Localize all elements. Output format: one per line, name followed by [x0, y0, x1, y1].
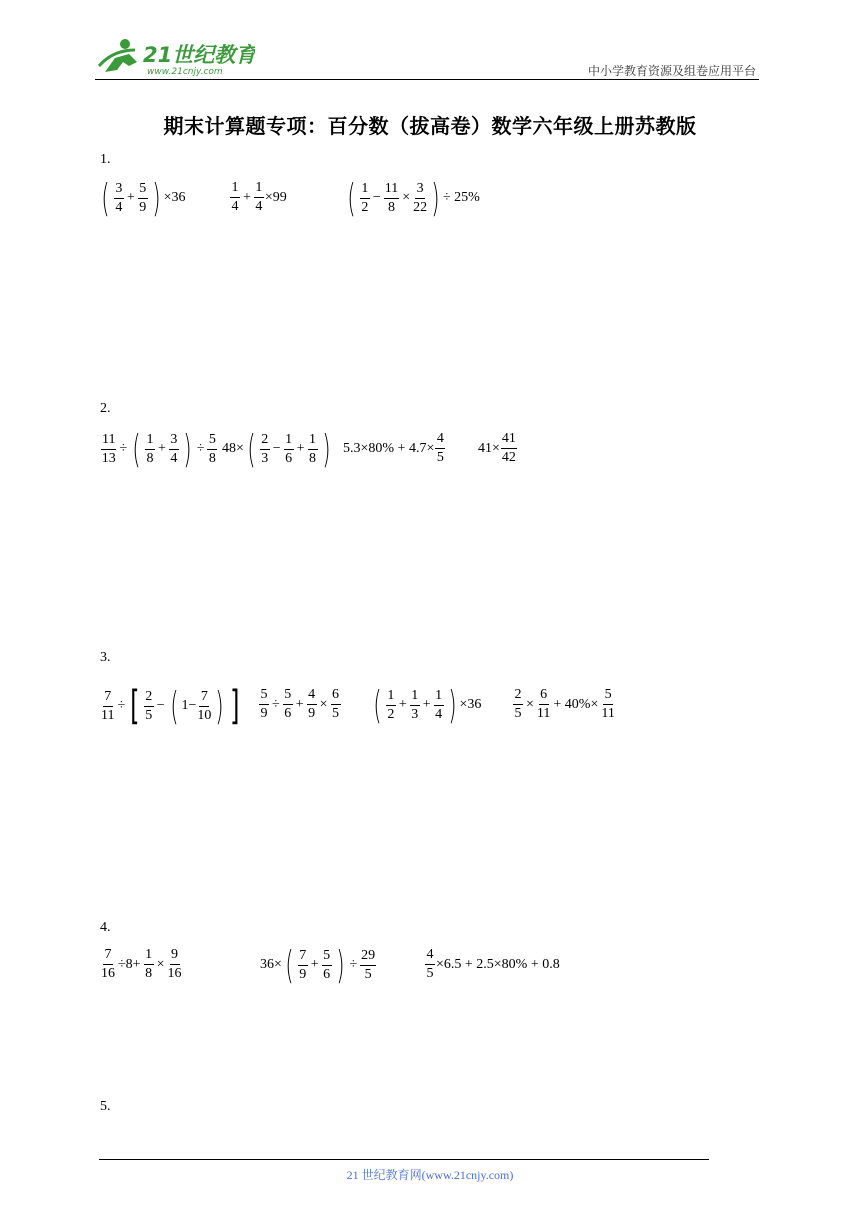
- q2-expression-3: 5.3×80% + 4.7× $\frac{4}{5}$: [343, 431, 444, 465]
- q4-expression-3: $\frac{4}{5}$ ×6.5 + 2.5×80% + 0.8: [426, 947, 560, 981]
- q2-expression-2: 48× ( $\frac{2}{3}$ − $\frac{1}{6}$ + $\frac{1}{8}$ ): [222, 427, 331, 471]
- footer-link[interactable]: 21 世纪教育网(www.21cnjy.com): [346, 1168, 514, 1182]
- question-number: 1.: [100, 152, 111, 167]
- question-number: 3.: [100, 650, 111, 665]
- logo-graphic: [95, 36, 255, 80]
- q2-expression-1: $\frac{11}{13}$ ÷ ( $\frac{1}{8}$ + $\frac{3}{4}$ ) ÷ $\frac{5}{8}$: [101, 427, 216, 471]
- q2-expression-4: 41× $\frac{41}{42}$: [478, 431, 516, 465]
- q4-expression-2: 36× ( $\frac{7}{9}$ + $\frac{5}{6}$ ) ÷ $\frac{29}{5}$: [260, 943, 376, 987]
- logo-url: www.21cnjy.com: [147, 67, 223, 77]
- q4-expression-1: $\frac{7}{16}$ ÷8+ $\frac{1}{8}$ × $\frac{9}{16}$: [101, 947, 182, 981]
- q3-expression-3: ( $\frac{1}{2}$ + $\frac{1}{3}$ + $\frac{1}{4}$ ) ×36: [373, 683, 482, 727]
- q3-expression-4: $\frac{2}{5}$ × $\frac{6}{11}$ + 40%× $\frac{5}{11}$: [514, 687, 615, 721]
- footer-divider: [99, 1159, 709, 1160]
- logo-text: 21世纪教育: [143, 43, 255, 67]
- q1-expression-3: ( $\frac{1}{2}$ − $\frac{11}{8}$ × $\frac{3}{22}$ ) ÷ 25%: [347, 176, 480, 220]
- q1-expression-1: ( $\frac{3}{4}$ + $\frac{5}{9}$ ) ×36: [101, 176, 186, 220]
- q3-expression-1: $\frac{7}{11}$ ÷ [ $\frac{2}{5}$ − ( 1− $\frac{7}{10}$ ) ]: [101, 683, 240, 729]
- question-number: 2.: [100, 401, 111, 416]
- page-title: 期末计算题专项：百分数（拔高卷）数学六年级上册苏教版: [163, 114, 697, 138]
- question-number: 4.: [100, 920, 111, 935]
- site-logo: [95, 36, 255, 80]
- q1-expression-2: $\frac{1}{4}$ + $\frac{1}{4}$ ×99: [231, 180, 287, 214]
- question-number: 5.: [100, 1099, 111, 1114]
- header-divider: [95, 79, 759, 80]
- q3-expression-2: $\frac{5}{9}$ ÷ $\frac{5}{6}$ + $\frac{4}{9}$ × $\frac{6}{5}$: [260, 687, 339, 721]
- header-platform-text: 中小学教育资源及组卷应用平台: [587, 64, 756, 78]
